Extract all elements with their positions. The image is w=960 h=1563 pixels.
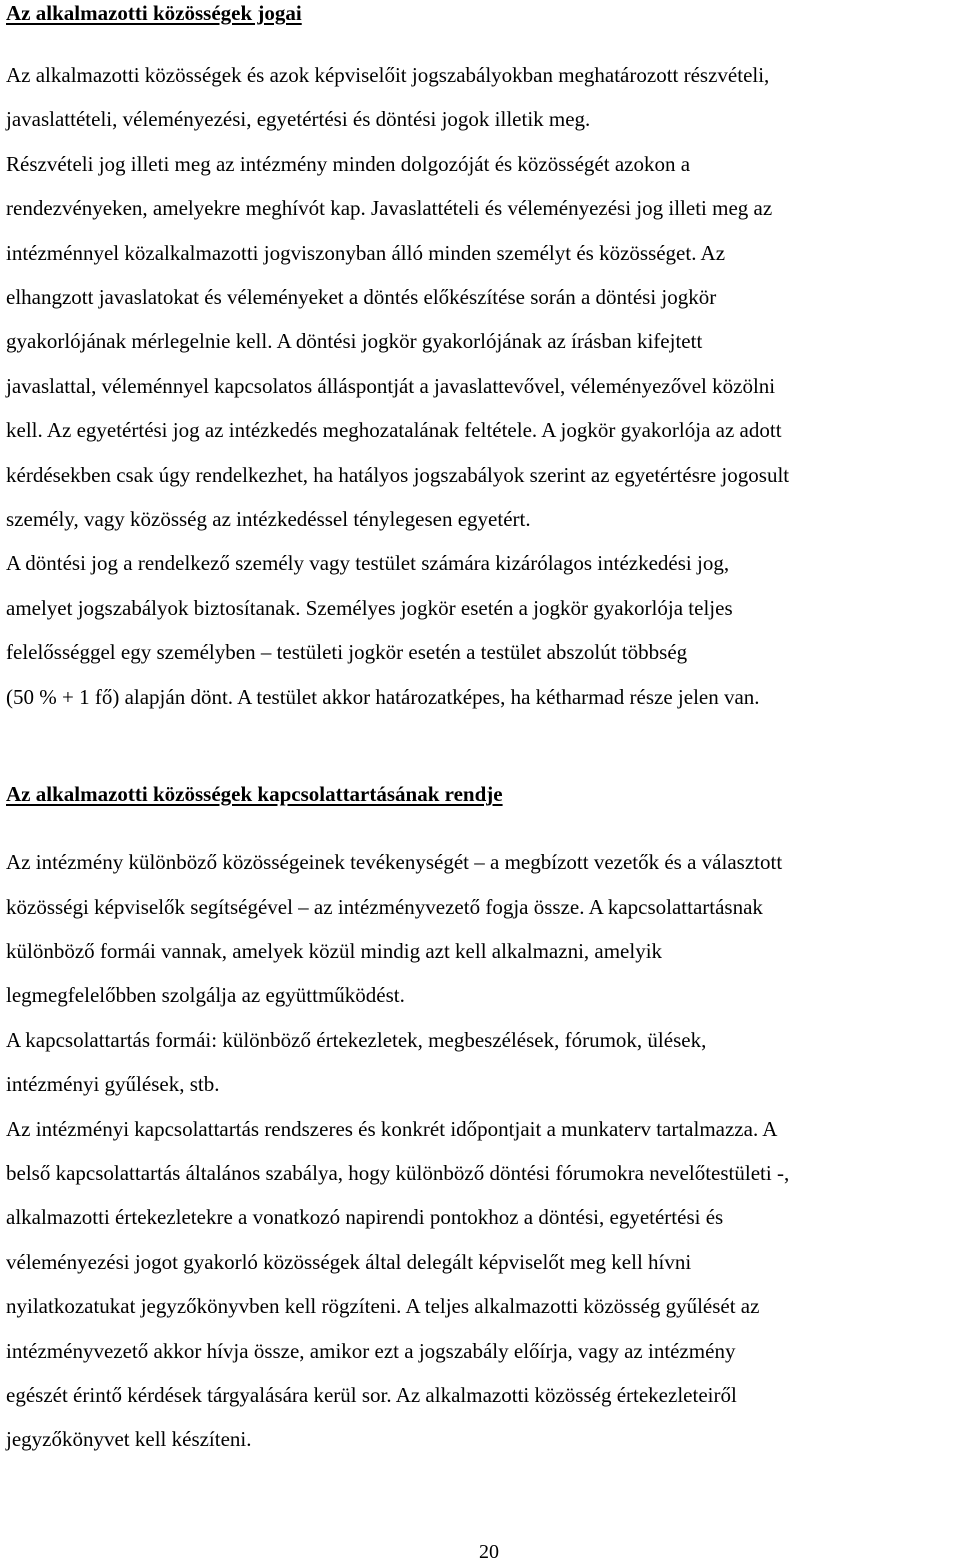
text-line: Az intézmény különböző közösségeinek tevékenységét – a megbízott vezetők és a választott bbox=[6, 850, 783, 875]
text-line: rendezvényeken, amelyekre meghívót kap. Javaslattételi és véleményezési jog illeti meg az bbox=[6, 196, 773, 221]
text-line: amelyet jogszabályok biztosítanak. Személyes jogkör esetén a jogkör gyakorlója teljes bbox=[6, 595, 733, 620]
text-line: véleményezési jogot gyakorló közösségek által delegált képviselőt meg kell hívni bbox=[6, 1249, 692, 1274]
text-line: (50 % + 1 fő) alapján dönt. A testület akkor határozatképes, ha kétharmad része jelen van. bbox=[6, 684, 760, 709]
text-line: Részvételi jog illeti meg az intézmény minden dolgozóját és közösségét azokon a bbox=[6, 151, 691, 176]
text-line: javaslattételi, véleményezési, egyetértési és döntési jogok illetik meg. bbox=[6, 107, 591, 132]
document-page bbox=[6, 0, 956, 1462]
text-line: különböző formái vannak, amelyek közül mindig azt kell alkalmazni, amelyik bbox=[6, 938, 663, 963]
text-line: alkalmazotti értekezletekre a vonatkozó napirendi pontokhoz a döntési, egyetértési és bbox=[6, 1205, 724, 1230]
text-line: intézményvezető akkor hívja össze, amikor ezt a jogszabály előírja, vagy az intézmény bbox=[6, 1338, 736, 1363]
text-line: intézménnyel közalkalmazotti jogviszonyban álló minden személyt és közösséget. Az bbox=[6, 240, 726, 265]
text-line: egészét érintő kérdések tárgyalására kerül sor. Az alkalmazotti közösség értekezleteiről bbox=[6, 1382, 737, 1407]
paragraph-rights bbox=[6, 53, 956, 719]
text-line: gyakorlójának mérlegelnie kell. A döntési jogkör gyakorlójának az írásban kifejtett bbox=[6, 329, 703, 354]
text-line: kérdésekben csak úgy rendelkezhet, ha hatályos jogszabályok szerint az egyetértésre jogosult bbox=[6, 462, 790, 487]
text-line: legmegfelelőbben szolgálja az együttműködést. bbox=[6, 983, 405, 1008]
text-line: A kapcsolattartás formái: különböző értekezletek, megbeszélések, fórumok, ülések, bbox=[6, 1027, 707, 1052]
text-line: A döntési jog a rendelkező személy vagy testület számára kizárólagos intézkedési jog, bbox=[6, 551, 730, 576]
text-line: Az intézményi kapcsolattartás rendszeres és konkrét időpontjait a munkaterv tartalmazza. A bbox=[6, 1116, 778, 1141]
text-line: kell. Az egyetértési jog az intézkedés meghozatalának feltétele. A jogkör gyakorlója az adott bbox=[6, 418, 782, 443]
text-line: javaslattal, véleménnyel kapcsolatos álláspontját a javaslattevővel, véleményezővel közölni bbox=[6, 373, 776, 398]
text-line: jegyzőkönyvet kell készíteni. bbox=[6, 1427, 252, 1452]
text-line: személy, vagy közösség az intézkedéssel ténylegesen egyetért. bbox=[6, 507, 531, 532]
text-line: elhangzott javaslatokat és véleményeket a döntés előkészítése során a döntési jogkör bbox=[6, 285, 717, 310]
text-line: Az alkalmazotti közösségek és azok képviselőit jogszabályokban meghatározott részvételi, bbox=[6, 63, 770, 87]
page-number: 20 bbox=[479, 1541, 499, 1563]
text-line: nyilatkozatukat jegyzőkönyvben kell rögzíteni. A teljes alkalmazotti közösség gyűlését az bbox=[6, 1294, 760, 1319]
section-heading-rights: Az alkalmazotti közösségek jogai bbox=[6, 1, 302, 25]
text-line: intézményi gyűlések, stb. bbox=[6, 1072, 220, 1097]
text-line: belső kapcsolattartás általános szabálya, hogy különböző döntési fórumokra nevelőtestületi -, bbox=[6, 1160, 790, 1185]
text-line: felelősséggel egy személyben – testületi jogkör esetén a testület abszolút többség bbox=[6, 640, 688, 665]
text-line: közösségi képviselők segítségével – az intézményvezető fogja össze. A kapcsolattartásnak bbox=[6, 894, 763, 919]
section-heading-communication: Az alkalmazotti közösségek kapcsolattartásának rendje bbox=[6, 782, 503, 807]
paragraph-communication bbox=[6, 840, 956, 1462]
